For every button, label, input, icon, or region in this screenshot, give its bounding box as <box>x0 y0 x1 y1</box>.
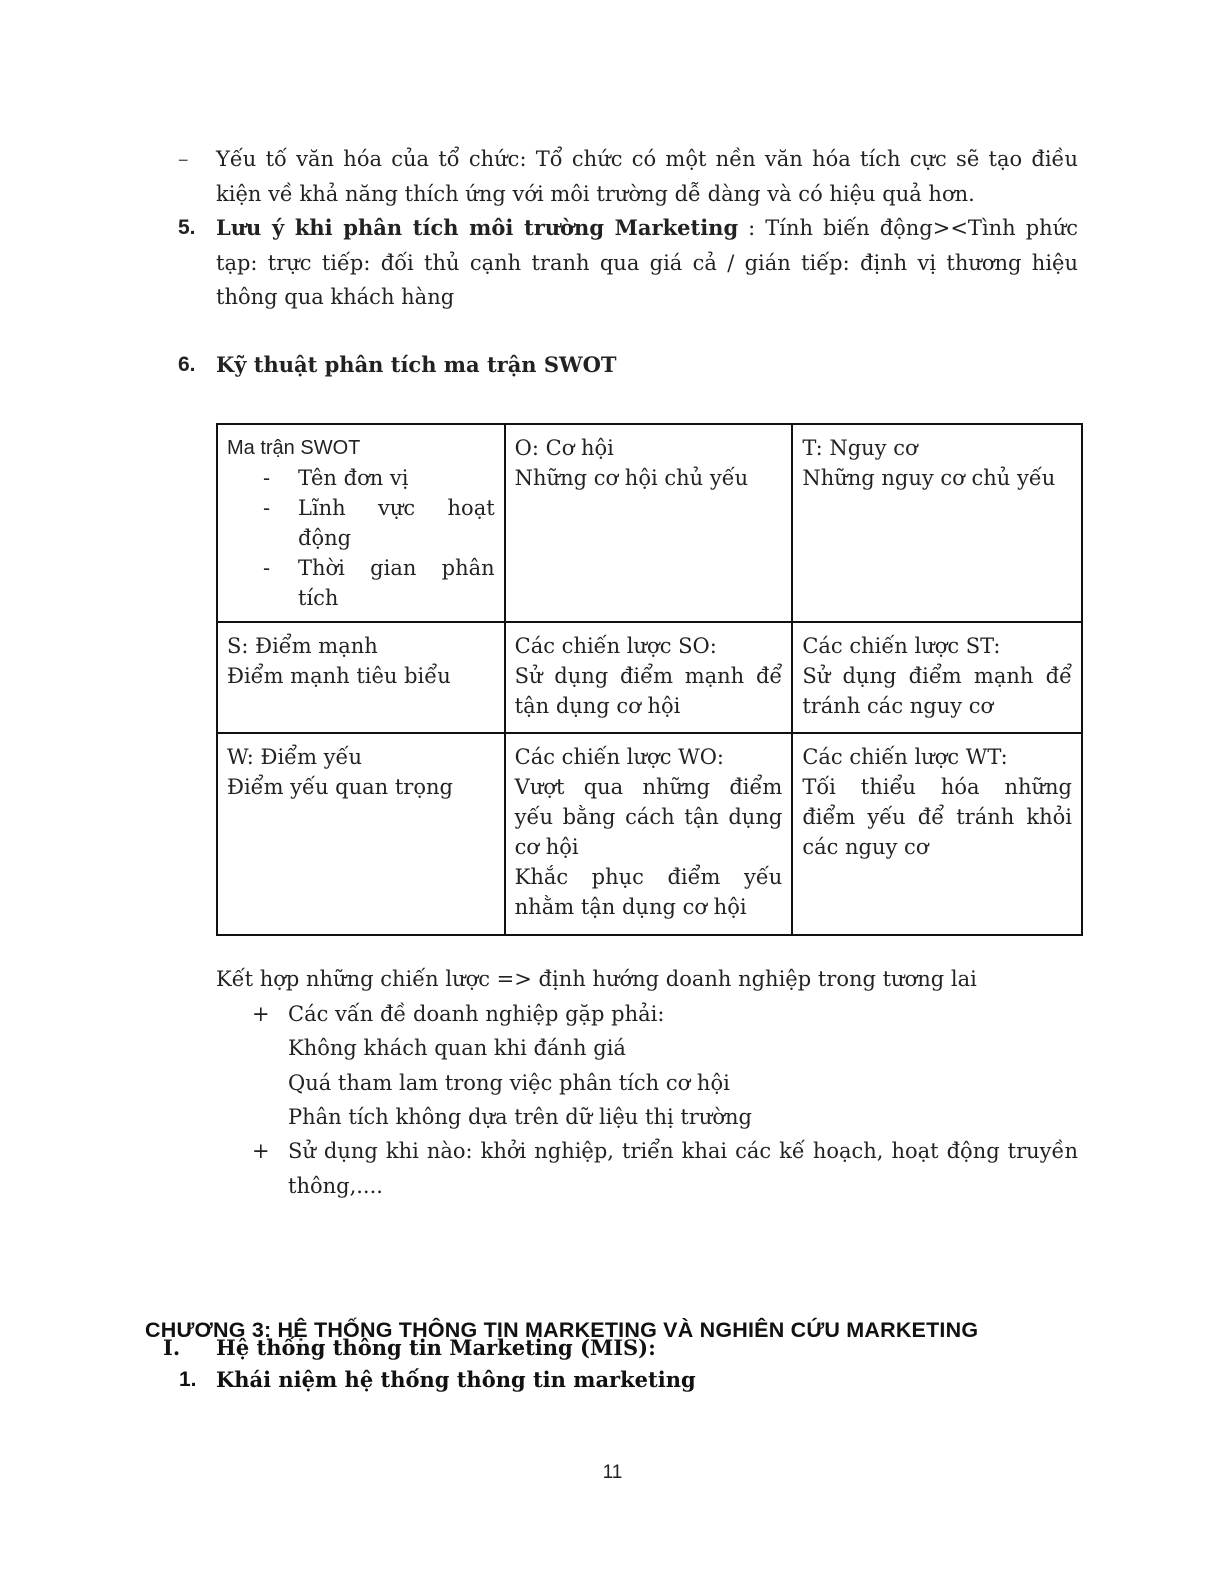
subsection-title: Khái niệm hệ thống thông tin marketing <box>216 1367 696 1392</box>
strengths-cell <box>217 622 505 733</box>
item5-paragraph <box>216 211 1078 315</box>
opportunities-cell <box>505 424 793 622</box>
strengths-text: Điểm mạnh tiêu biểu <box>227 664 451 688</box>
combine-strategies-text: Kết hợp những chiến lược => định hướng doanh nghiệp trong tương lai <box>216 967 977 991</box>
swot-matrix-table <box>216 423 1083 936</box>
problem-item-3: Phân tích không dựa trên dữ liệu thị trường <box>288 1105 752 1129</box>
list-number-6: 6. <box>178 353 196 376</box>
wo-strategy-cell <box>505 733 793 935</box>
wo-strategy-text-1: Vượt qua những điểm yếu bằng cách tận dụng cơ hội <box>514 775 783 859</box>
weaknesses-cell <box>217 733 505 935</box>
list-item: - Lĩnh vực hoạt động <box>263 496 495 550</box>
chapter-title: CHƯƠNG 3: HỆ THỐNG THÔNG TIN MARKETING VÀ NGHIÊN CỨU MARKETING <box>145 1318 979 1342</box>
wo-strategy-text-2: Khắc phục điểm yếu nhằm tận dụng cơ hội <box>514 865 783 919</box>
so-strategy-text: Sử dụng điểm mạnh để tận dụng cơ hội <box>514 664 783 718</box>
wt-strategy-title: Các chiến lược WT: <box>802 745 1008 769</box>
subsection-number: 1. <box>179 1368 197 1391</box>
wo-strategy-title: Các chiến lược WO: <box>514 745 724 769</box>
item6-heading: Kỹ thuật phân tích ma trận SWOT <box>216 352 617 377</box>
item5-heading: Lưu ý khi phân tích môi trường Marketing <box>216 215 739 240</box>
section-title: Hệ thống thông tin Marketing (MIS): <box>216 1335 656 1360</box>
wt-strategy-cell <box>792 733 1082 935</box>
list-item: - Thời gian phân tích <box>263 556 495 610</box>
usage-text: Sử dụng khi nào: khởi nghiệp, triển khai các kế hoạch, hoạt động truyền thông,.... <box>288 1139 1078 1198</box>
plus-bullet: + <box>252 1002 270 1026</box>
swot-header-cell <box>217 424 505 622</box>
table-row <box>217 733 1082 935</box>
table-row <box>217 424 1082 622</box>
list-dash-marker: – <box>178 147 189 171</box>
page-number: 11 <box>602 1462 623 1483</box>
problem-item-1: Không khách quan khi đánh giá <box>288 1036 626 1060</box>
st-strategy-title: Các chiến lược ST: <box>802 634 1001 658</box>
threats-cell <box>792 424 1082 622</box>
culture-paragraph: Yếu tố văn hóa của tổ chức: Tổ chức có một nền văn hóa tích cực sẽ tạo điều kiện về khả năng thích ứng với môi trường dễ dàng và có hiệu quả hơn. <box>216 147 1078 206</box>
swot-info-list <box>227 463 495 613</box>
item5-text: : Tính biến động><Tình phức tạp: trực tiếp: đối thủ cạnh tranh qua giá cả / gián tiếp: định vị thương hiệu thông qua khách hàng <box>216 216 1078 309</box>
swot-matrix-title: Ma trận SWOT <box>227 437 361 459</box>
section-number: I. <box>163 1335 181 1360</box>
plus-bullet: + <box>252 1139 270 1163</box>
list-number-5: 5. <box>178 216 196 239</box>
threats-text: Những nguy cơ chủ yếu <box>802 466 1056 490</box>
problem-item-2: Quá tham lam trong việc phân tích cơ hội <box>288 1071 730 1095</box>
opportunities-text: Những cơ hội chủ yếu <box>514 466 749 490</box>
threats-title: T: Nguy cơ <box>802 436 918 460</box>
table-row <box>217 622 1082 733</box>
strengths-title: S: Điểm mạnh <box>227 634 378 658</box>
list-item: - Tên đơn vị <box>263 466 409 490</box>
opportunities-title: O: Cơ hội <box>514 436 614 460</box>
st-strategy-text: Sử dụng điểm mạnh để tránh các nguy cơ <box>802 664 1072 718</box>
problems-title: Các vấn đề doanh nghiệp gặp phải: <box>288 1002 665 1026</box>
so-strategy-title: Các chiến lược SO: <box>514 634 717 658</box>
weaknesses-title: W: Điểm yếu <box>227 745 362 769</box>
wt-strategy-text: Tối thiểu hóa những điểm yếu để tránh khỏi các nguy cơ <box>802 775 1072 859</box>
weaknesses-text: Điểm yếu quan trọng <box>227 775 453 799</box>
so-strategy-cell <box>505 622 793 733</box>
st-strategy-cell <box>792 622 1082 733</box>
